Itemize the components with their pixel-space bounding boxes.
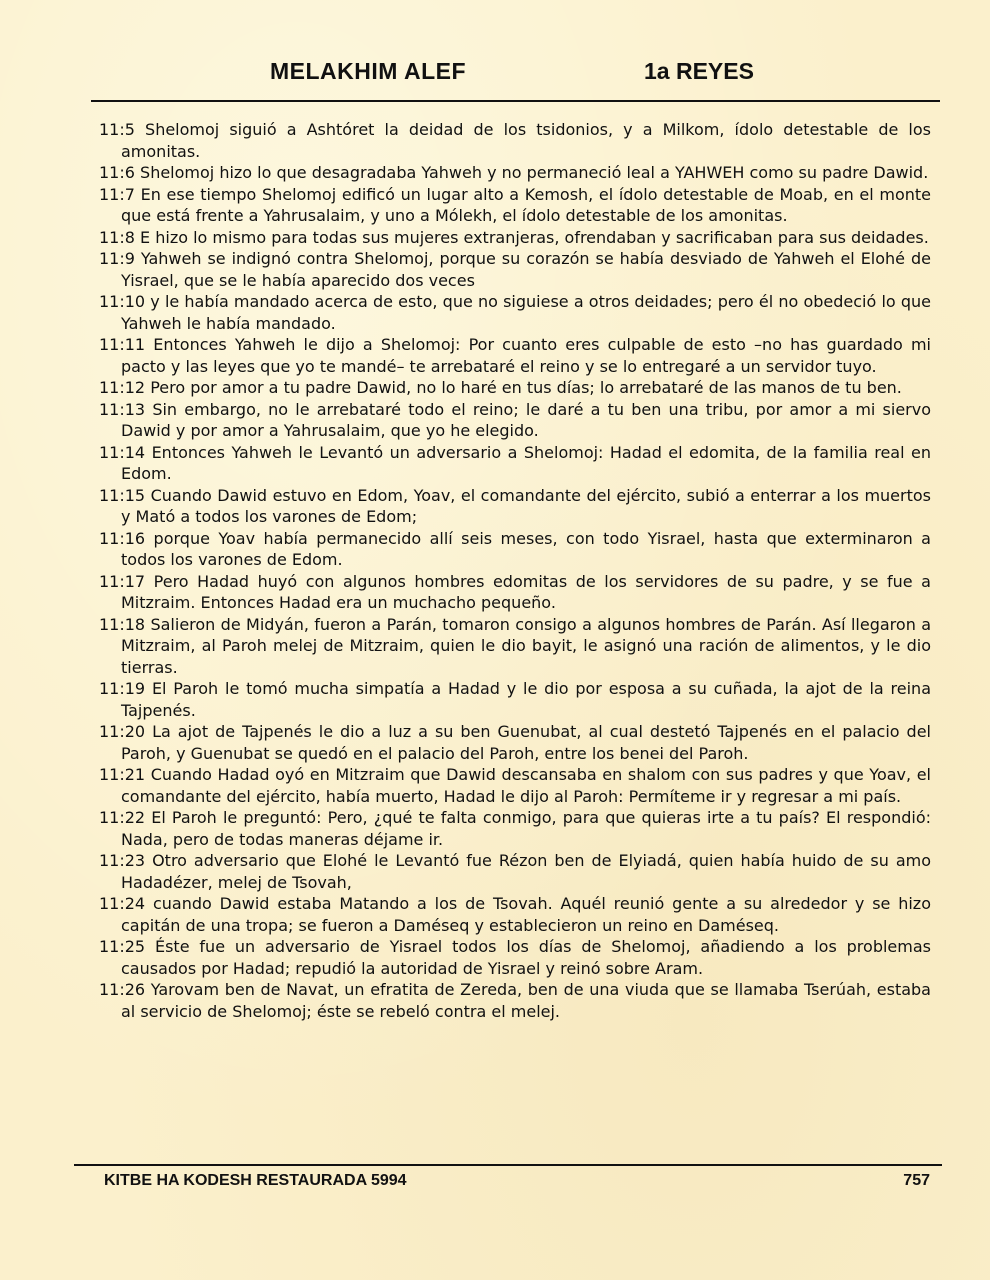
verse-text: porque Yoav había permanecido allí seis meses, con todo Yisrael, hasta que exterminaron a todos los varones de Edom. [121, 528, 931, 569]
verse [99, 807, 931, 850]
verse [99, 614, 931, 679]
verse-ref: 11:8 [99, 227, 135, 247]
verse-text: En ese tiempo Shelomoj edificó un lugar alto a Kemosh, el ídolo detestable de Moab, en el monte que está frente a Yahrusalaim, y uno a Mólekh, el ídolo detestable de los amonitas. [121, 184, 931, 225]
verse-ref: 11:7 [99, 184, 135, 204]
verse [99, 291, 931, 334]
verse [99, 764, 931, 807]
verse-ref: 11:12 [99, 378, 146, 397]
verse-text: Cuando Hadad oyó en Mitzraim que Dawid descansaba en shalom con sus padres y que Yoav, el comandante del ejército, había muerto, Hadad le dijo al Paroh: Permíteme ir y regresar a mi país. [121, 765, 932, 806]
verse-ref: 11:15 [99, 485, 146, 505]
verse-ref: 11:26 [99, 980, 146, 999]
verse-ref: 11:17 [99, 571, 146, 591]
header-divider [91, 100, 940, 102]
verse-ref: 11:23 [99, 851, 146, 870]
verse-text: Sin embargo, no le arrebataré todo el reino; le daré a tu ben una tribu, por amor a mi siervo Dawid y por amor a Yahrusalaim, que yo he elegido. [121, 399, 932, 440]
verse-text: Yahweh se indignó contra Shelomoj, porque su corazón se había desviado de Yahweh el Elohé de Yisrael, que se le había aparecido dos veces [121, 249, 931, 290]
verse-text: Shelomoj siguió a Ashtóret la deidad de los tsidonios, y a Milkom, ídolo detestable de los amonitas. [121, 120, 931, 161]
verse-ref: 11:22 [99, 808, 146, 827]
verse-ref: 11:25 [99, 937, 146, 956]
verse-text: Yarovam ben de Navat, un efratita de Zereda, ben de una viuda que se llamaba Tserúah, estaba al servicio de Shelomoj; éste se rebeló contra el melej. [121, 980, 931, 1021]
verse-text: Pero por amor a tu padre Dawid, no lo haré en tus días; lo arrebataré de las manos de tu ben. [150, 378, 902, 397]
book-title-hebrew: MELAKHIM ALEF [270, 58, 467, 84]
verse-ref: 11:24 [99, 894, 146, 913]
verse-text: Entonces Yahweh le Levantó un adversario a Shelomoj: Hadad el edomita, de la familia real en Edom. [121, 442, 931, 483]
verse-ref: 11:18 [99, 614, 146, 634]
verse-ref: 11:19 [99, 679, 146, 698]
verse [99, 377, 931, 399]
verse [99, 119, 931, 162]
verse-ref: 11:16 [99, 528, 146, 548]
verse [99, 979, 931, 1022]
verse-ref: 11:9 [99, 249, 135, 268]
verse [99, 528, 931, 571]
verse-ref: 11:5 [99, 120, 135, 139]
verse-text: Shelomoj hizo lo que desagradaba Yahweh y no permaneció leal a YAHWEH como su padre Dawid. [140, 163, 929, 182]
page-header [0, 58, 990, 92]
footer-divider [74, 1164, 942, 1166]
verse [99, 678, 931, 721]
verse [99, 850, 931, 893]
verse-text: Otro adversario que Elohé le Levantó fue Rézon ben de Elyiadá, quien había huido de su amo Hadadézer, melej de Tsovah, [121, 851, 931, 892]
verse [99, 248, 931, 291]
verse [99, 184, 931, 227]
verse [99, 227, 931, 249]
footer-title: KITBE HA KODESH RESTAURADA 5994 [104, 1172, 407, 1189]
verse-text: Salieron de Midyán, fueron a Parán, tomaron consigo a algunos hombres de Parán. Así llegaron a Mitzraim, al Paroh melej de Mitzraim, quien le dio bayit, le asignó una ración de alimentos, y le dio tierras. [121, 614, 931, 677]
verse-text: Pero Hadad huyó con algunos hombres edomitas de los servidores de su padre, y se fue a Mitzraim. Entonces Hadad era un muchacho pequeño. [121, 571, 931, 612]
verse-ref: 11:20 [99, 722, 146, 741]
verse-ref: 11:21 [99, 765, 146, 784]
verse-ref: 11:14 [99, 442, 146, 462]
verse-text: El Paroh le tomó mucha simpatía a Hadad y le dio por esposa a su cuñada, la ajot de la reina Tajpenés. [121, 679, 932, 720]
verse-text: cuando Dawid estaba Matando a los de Tsovah. Aquél reunió gente a su alrededor y se hizo capitán de una tropa; se fueron a Daméseq y establecieron un reino en Daméseq. [121, 894, 931, 935]
verse [99, 721, 931, 764]
verse-text: El Paroh le preguntó: Pero, ¿qué te falta conmigo, para que quieras irte a tu país? El respondió: Nada, pero de todas maneras déjame ir. [121, 808, 932, 849]
verse [99, 162, 931, 184]
verse [99, 334, 931, 377]
verse [99, 399, 931, 442]
verse [99, 571, 931, 614]
page-number: 757 [903, 1172, 930, 1189]
verse [99, 936, 931, 979]
verse-list [99, 119, 931, 1022]
verse-text: Cuando Dawid estuvo en Edom, Yoav, el comandante del ejército, subió a enterrar a los muertos y Mató a todos los varones de Edom; [121, 485, 931, 526]
verse-text: E hizo lo mismo para todas sus mujeres extranjeras, ofrendaban y sacrificaban para sus deidades. [140, 227, 929, 247]
verse [99, 442, 931, 485]
verse-ref: 11:6 [99, 163, 135, 182]
verse [99, 893, 931, 936]
book-title-spanish: 1a REYES [644, 58, 754, 84]
verse-ref: 11:10 [99, 292, 146, 311]
verse [99, 485, 931, 528]
verse-text: y le había mandado acerca de esto, que no siguiese a otros deidades; pero él no obedeció lo que Yahweh le había mandado. [121, 292, 932, 333]
verse-ref: 11:11 [99, 335, 146, 354]
verse-text: Éste fue un adversario de Yisrael todos los días de Shelomoj, añadiendo a los problemas causados por Hadad; repudió la autoridad de Yisrael y reinó sobre Aram. [121, 937, 931, 978]
verse-ref: 11:13 [99, 399, 146, 419]
verse-text: Entonces Yahweh le dijo a Shelomoj: Por cuanto eres culpable de esto –no has guardado mi pacto y las leyes que yo te mandé– te arrebataré el reino y se lo entregaré a un servidor tuyo. [121, 335, 931, 376]
page-footer [0, 1172, 990, 1196]
verse-text: La ajot de Tajpenés le dio a luz a su ben Guenubat, al cual destetó Tajpenés en el palacio del Paroh, y Guenubat se quedó en el palacio del Paroh, entre los benei del Paroh. [121, 722, 931, 763]
